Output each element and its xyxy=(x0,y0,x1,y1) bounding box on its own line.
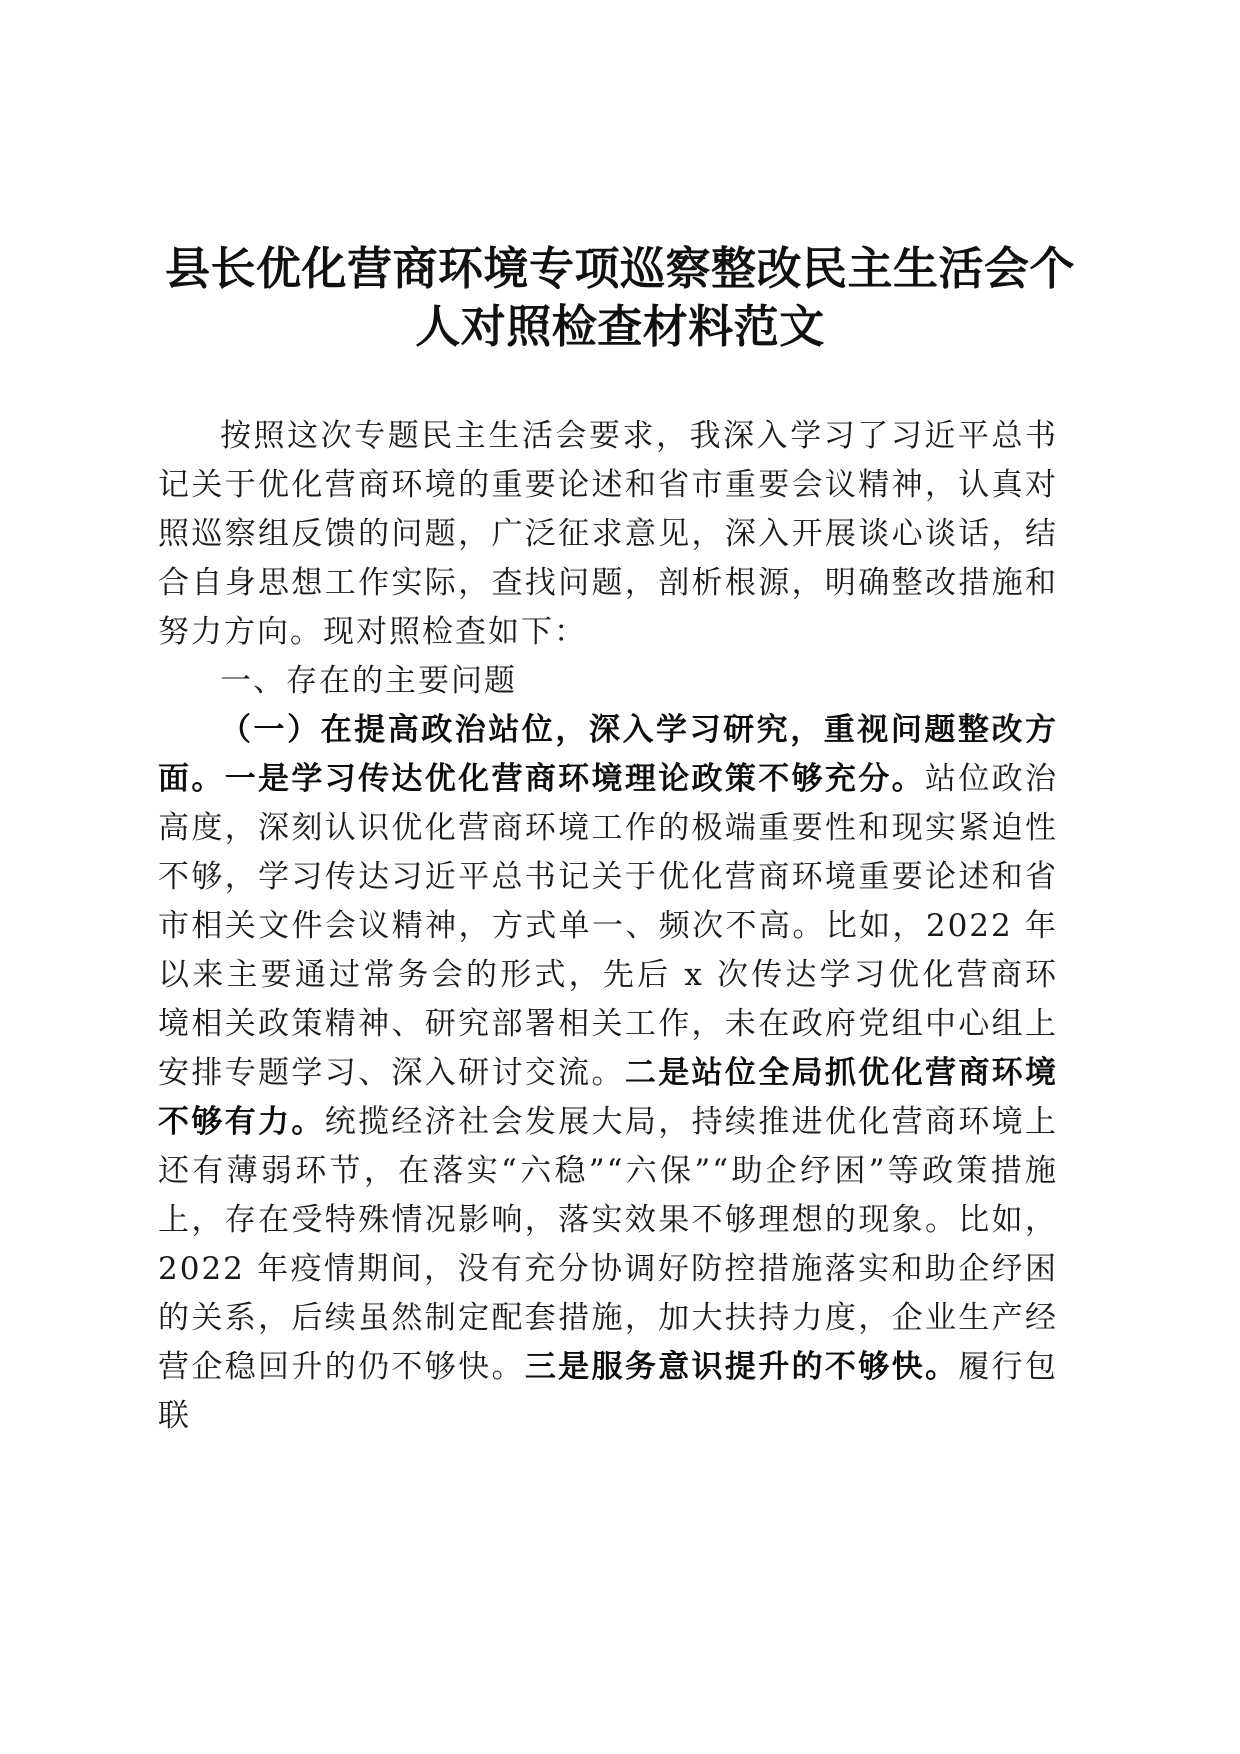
point-one-text: 站位政治高度，深刻认识优化营商环境工作的极端重要性和现实紧迫性不够，学习传达习近平总书记关于优化营商环境重要论述和省市相关文件会议精神，方式单一、频次不高。比如，2022 年以来主要通过常务会的形式，先后 x 次传达学习优化营商环境相关政策精神、研究部署相关工作，未在政府党组中心组上安排专题学习、深入研讨交流。 xyxy=(158,761,1059,1091)
point-one-label: 一是学习传达优化营商环境理论政策不够充分。 xyxy=(224,761,925,797)
subsection-heading: （一）在提高政治站位，深入学习研究，重视问题整改方面。 xyxy=(158,712,1058,797)
document-body xyxy=(158,412,1058,1441)
point-two-label: 二是站位全局抓优化营商环境不够有力。 xyxy=(158,1055,1059,1140)
intro-paragraph: 按照这次专题民主生活会要求，我深入学习了习近平总书记关于优化营商环境的重要论述和省市重要会议精神，认真对照巡察组反馈的问题，广泛征求意见，深入开展谈心谈话，结合自身思想工作实际，查找问题，剖析根源，明确整改措施和努力方向。现对照检查如下： xyxy=(158,418,1058,650)
point-two-text: 统揽经济社会发展大局，持续推进优化营商环境上还有薄弱环节，在落实“六稳”“六保”“助企纾困”等政策措施上，存在受特殊情况影响，落实效果不够理想的现象。比如，2022 年疫情期间，没有充分协调好防控措施落实和助企纾困的关系，后续虽然制定配套措施，加大扶持力度，企业生产经营企稳回升的仍不够快。 xyxy=(158,1104,1059,1385)
point-three-label: 三是服务意识提升的不够快。 xyxy=(524,1349,959,1385)
document-title: 县长优化营商环境专项巡察整改民主生活会个人对照检查材料范文 xyxy=(164,242,1075,353)
section-heading: 一、存在的主要问题 xyxy=(220,663,517,699)
point-three-text: 履行包联 xyxy=(158,1349,1059,1434)
subsection-paragraph xyxy=(158,706,1058,1441)
